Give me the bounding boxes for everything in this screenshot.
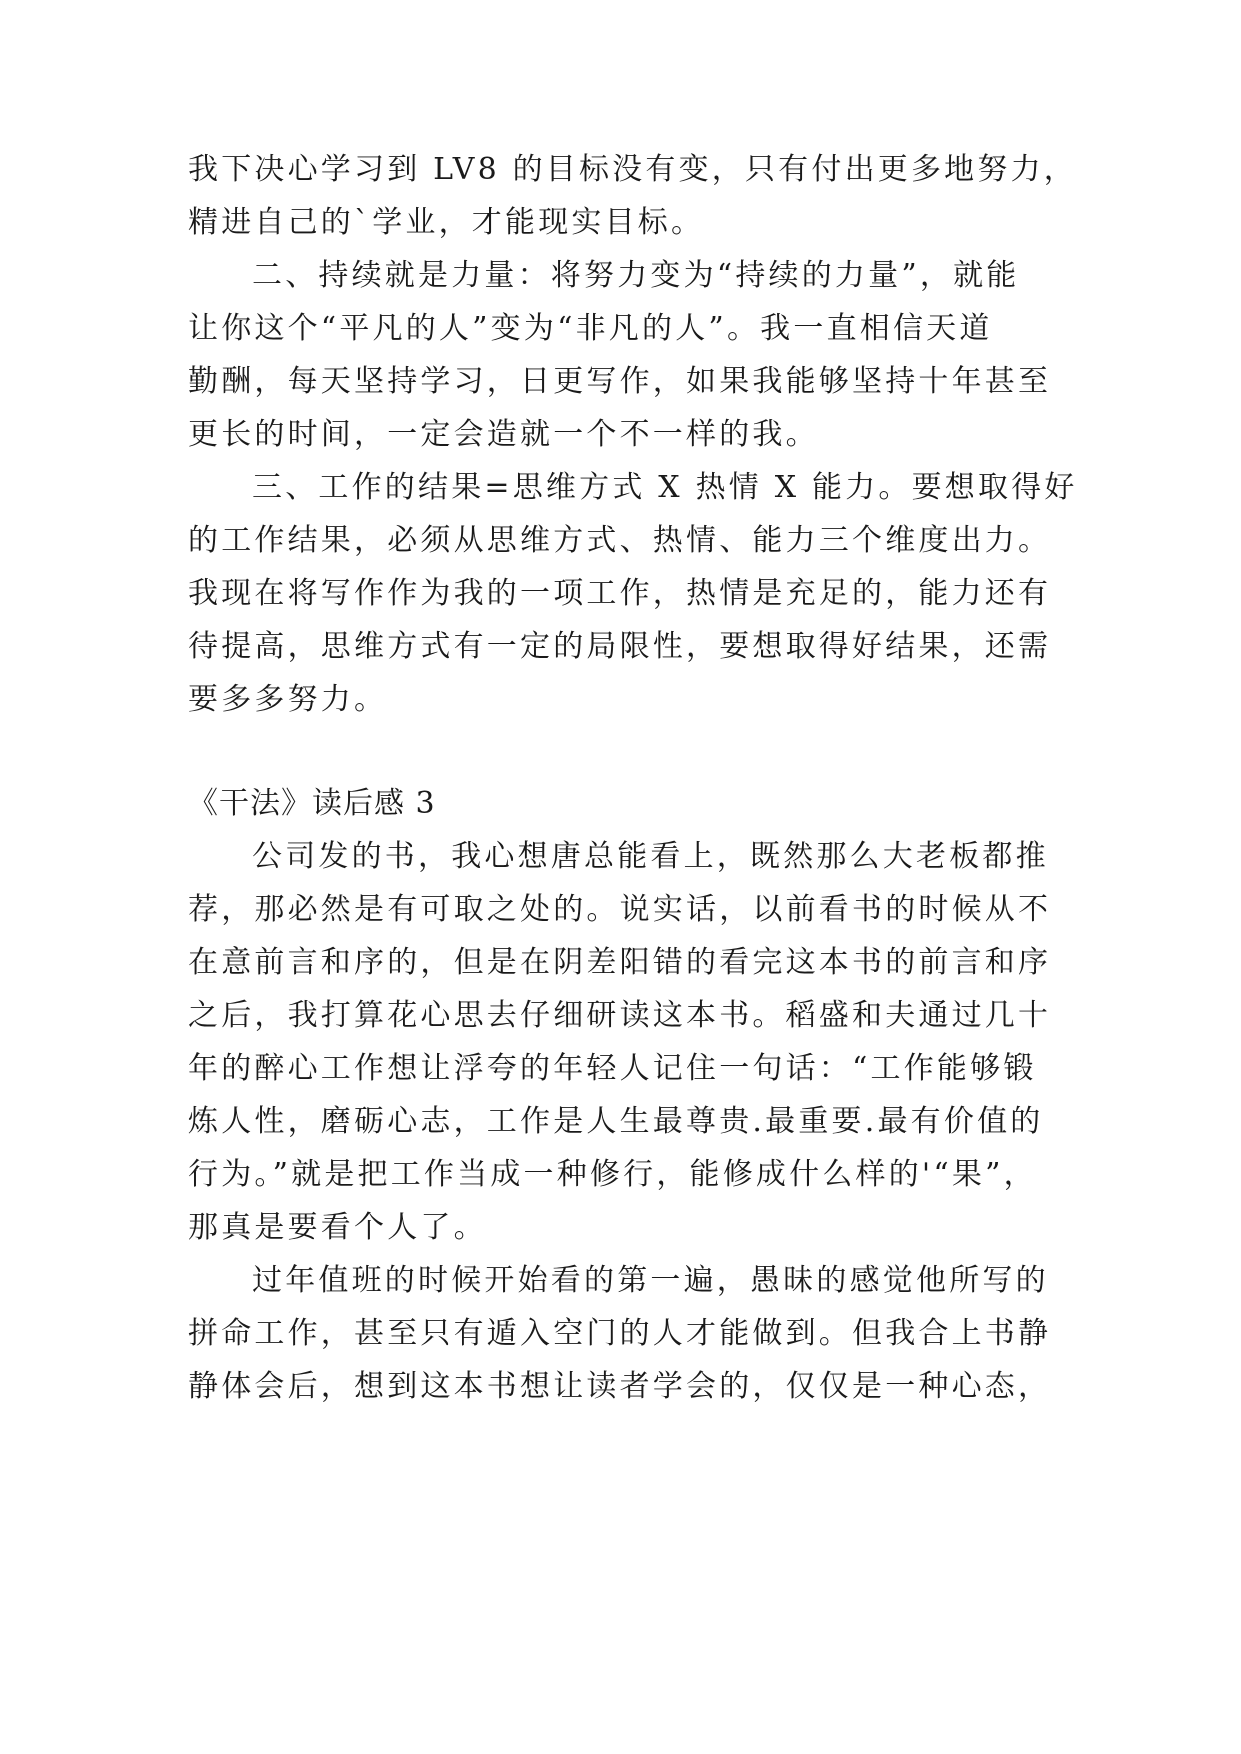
text-line: 精进自己的`学业，才能现实目标。 xyxy=(188,205,705,240)
text-line: 我现在将写作作为我的一项工作，热情是充足的，能力还有 xyxy=(188,576,1052,611)
text-line: 我下决心学习到 LV8 的目标没有变，只有付出更多地努力， xyxy=(188,152,1077,187)
paragraph-first-line: 三、工作的结果=思维方式 X 热情 X 能力。要想取得好 xyxy=(252,470,1078,505)
text-line: 要多多努力。 xyxy=(188,682,388,717)
text-line: 更长的时间，一定会造就一个不一样的我。 xyxy=(188,417,819,452)
text-line: 炼人性，磨砺心志，工作是人生最尊贵.最重要.最有价值的 xyxy=(188,1104,1044,1139)
text-line: 的工作结果，必须从思维方式、热情、能力三个维度出力。 xyxy=(188,523,1052,558)
text-line: 年的醉心工作想让浮夸的年轻人记住一句话：“工作能够锻 xyxy=(188,1051,1037,1086)
text-line: 让你这个“平凡的人”变为“非凡的人”。我一直相信天道 xyxy=(188,311,993,346)
text-line: 拼命工作，甚至只有遁入空门的人才能做到。但我合上书静 xyxy=(188,1316,1052,1351)
text-line: 行为。”就是把工作当成一种修行，能修成什么样的'“果”， xyxy=(188,1157,1037,1192)
essay-title: 《干法》读后感 3 xyxy=(188,786,436,821)
text-line: 那真是要看个人了。 xyxy=(188,1210,487,1245)
text-line: 之后，我打算花心思去仔细研读这本书。稻盛和夫通过几十 xyxy=(188,998,1052,1033)
text-line: 待提高，思维方式有一定的局限性，要想取得好结果，还需 xyxy=(188,629,1052,664)
text-line: 在意前言和序的，但是在阴差阳错的看完这本书的前言和序 xyxy=(188,945,1052,980)
paragraph-first-line: 二、持续就是力量：将努力变为“持续的力量”，就能 xyxy=(252,258,1020,293)
paragraph-first-line: 过年值班的时候开始看的第一遍，愚昧的感觉他所写的 xyxy=(252,1263,1049,1298)
text-line: 荐，那必然是有可取之处的。说实话，以前看书的时候从不 xyxy=(188,892,1052,927)
text-line: 勤酬，每天坚持学习，日更写作，如果我能够坚持十年甚至 xyxy=(188,364,1052,399)
text-line: 静体会后，想到这本书想让读者学会的，仅仅是一种心态， xyxy=(188,1369,1052,1404)
paragraph-first-line: 公司发的书，我心想唐总能看上，既然那么大老板都推 xyxy=(252,839,1049,874)
